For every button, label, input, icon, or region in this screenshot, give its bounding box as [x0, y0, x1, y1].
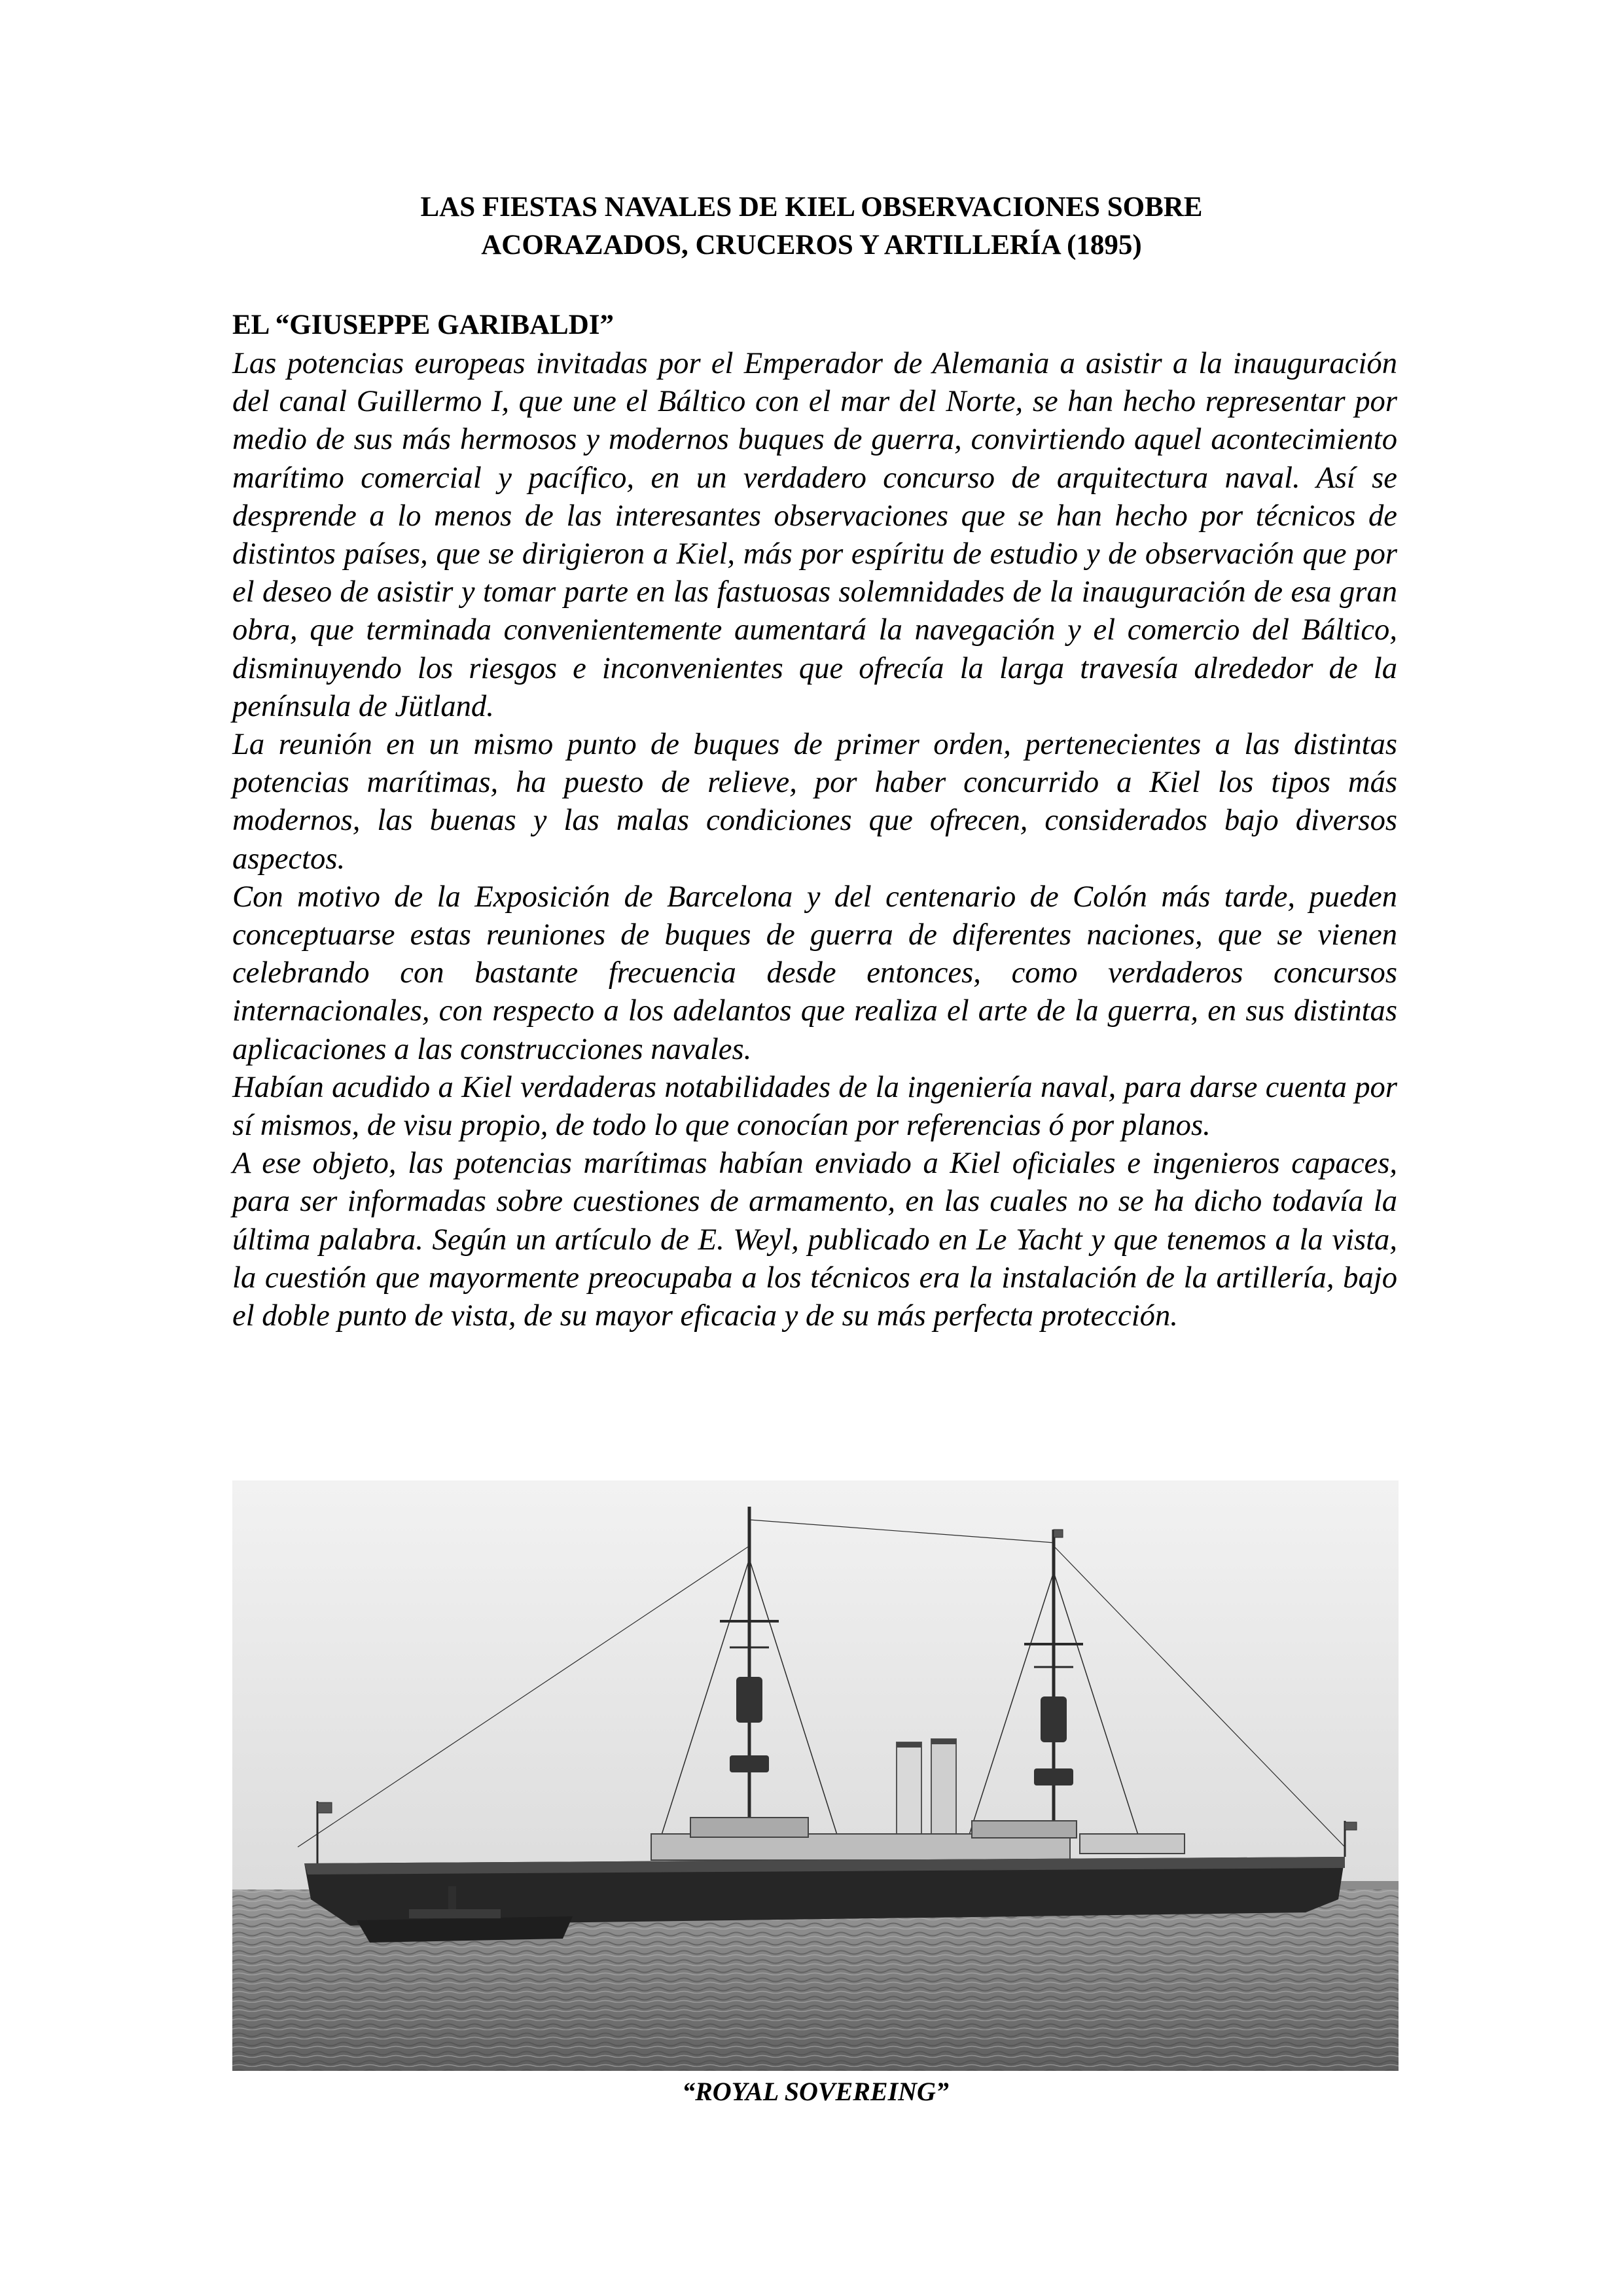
title-line-2: ACORAZADOS, CRUCEROS Y ARTILLERÍA (1895) — [481, 230, 1142, 260]
battleship-illustration — [232, 1480, 1399, 2071]
paragraph: Las potencias europeas invitadas por el Emperador de Alemania a asistir a la inauguración del canal Guillermo I, que une el Báltico con el mar del Norte, se han hecho representar por medio de sus más hermosos y modernos buques de guerra, convirtiendo aquel acontecimiento marítimo comercial y pacífico, en un verdadero concurso de arquitectura naval. Así se desprende a lo menos de las interesantes observaciones que se han hecho por técnicos de distintos países, que se dirigieron a Kiel, más por espíritu de estudio y de observación que por el deseo de asistir y tomar parte en las fastuosas solemnidades de la inauguración de esa gran obra, que terminada convenientemente aumentará la navegación y el comercio del Báltico, disminuyendo los riesgos e inconvenientes que ofrecía la larga travesía alrededor de la península de Jütland. — [232, 346, 1397, 723]
paragraph: La reunión en un mismo punto de buques de primer orden, pertenecientes a las distintas potencias marítimas, ha puesto de relieve, por haber concurrido a Kiel los tipos más modernos, las buenas y las malas condiciones que ofrecen, considerados bajo diversos aspectos. — [232, 727, 1397, 876]
photo-caption: “ROYAL SOVEREING” — [682, 2077, 949, 2106]
document-title — [232, 188, 1391, 264]
paragraph: Habían acudido a Kiel verdaderas notabilidades de la ingeniería naval, para darse cuenta por sí mismos, de visu propio, de todo lo que conocían por referencias ó por planos. — [232, 1069, 1397, 1143]
sky — [232, 1480, 1399, 1893]
article-body — [232, 344, 1397, 1335]
section-heading: EL “GIUSEPPE GARIBALDI” — [232, 310, 615, 340]
title-line-1: LAS FIESTAS NAVALES DE KIEL OBSERVACIONES SOBRE — [420, 192, 1203, 223]
paragraph: Con motivo de la Exposición de Barcelona y del centenario de Colón más tarde, pueden conceptuarse estas reuniones de buques de guerra de diferentes naciones, que se vienen celebrando con bastante frecuencia desde entonces, como verdaderos concursos internacionales, con respecto a los adelantos que realiza el arte de la guerra, en sus distintas aplicaciones a las construcciones navales. — [232, 879, 1397, 1066]
paragraph: A ese objeto, las potencias marítimas habían enviado a Kiel oficiales e ingenieros capaces, para ser informadas sobre cuestiones de armamento, en las cuales no se ha dicho todavía la última palabra. Según un artículo de E. Weyl, publicado en Le Yacht y que tenemos a la vista, la cuestión que mayormente preocupaba a los técnicos era la instalación de la artillería, bajo el doble punto de vista, de su mayor eficacia y de su más perfecta protección. — [232, 1146, 1397, 1333]
battleship-photo — [232, 1480, 1399, 2071]
